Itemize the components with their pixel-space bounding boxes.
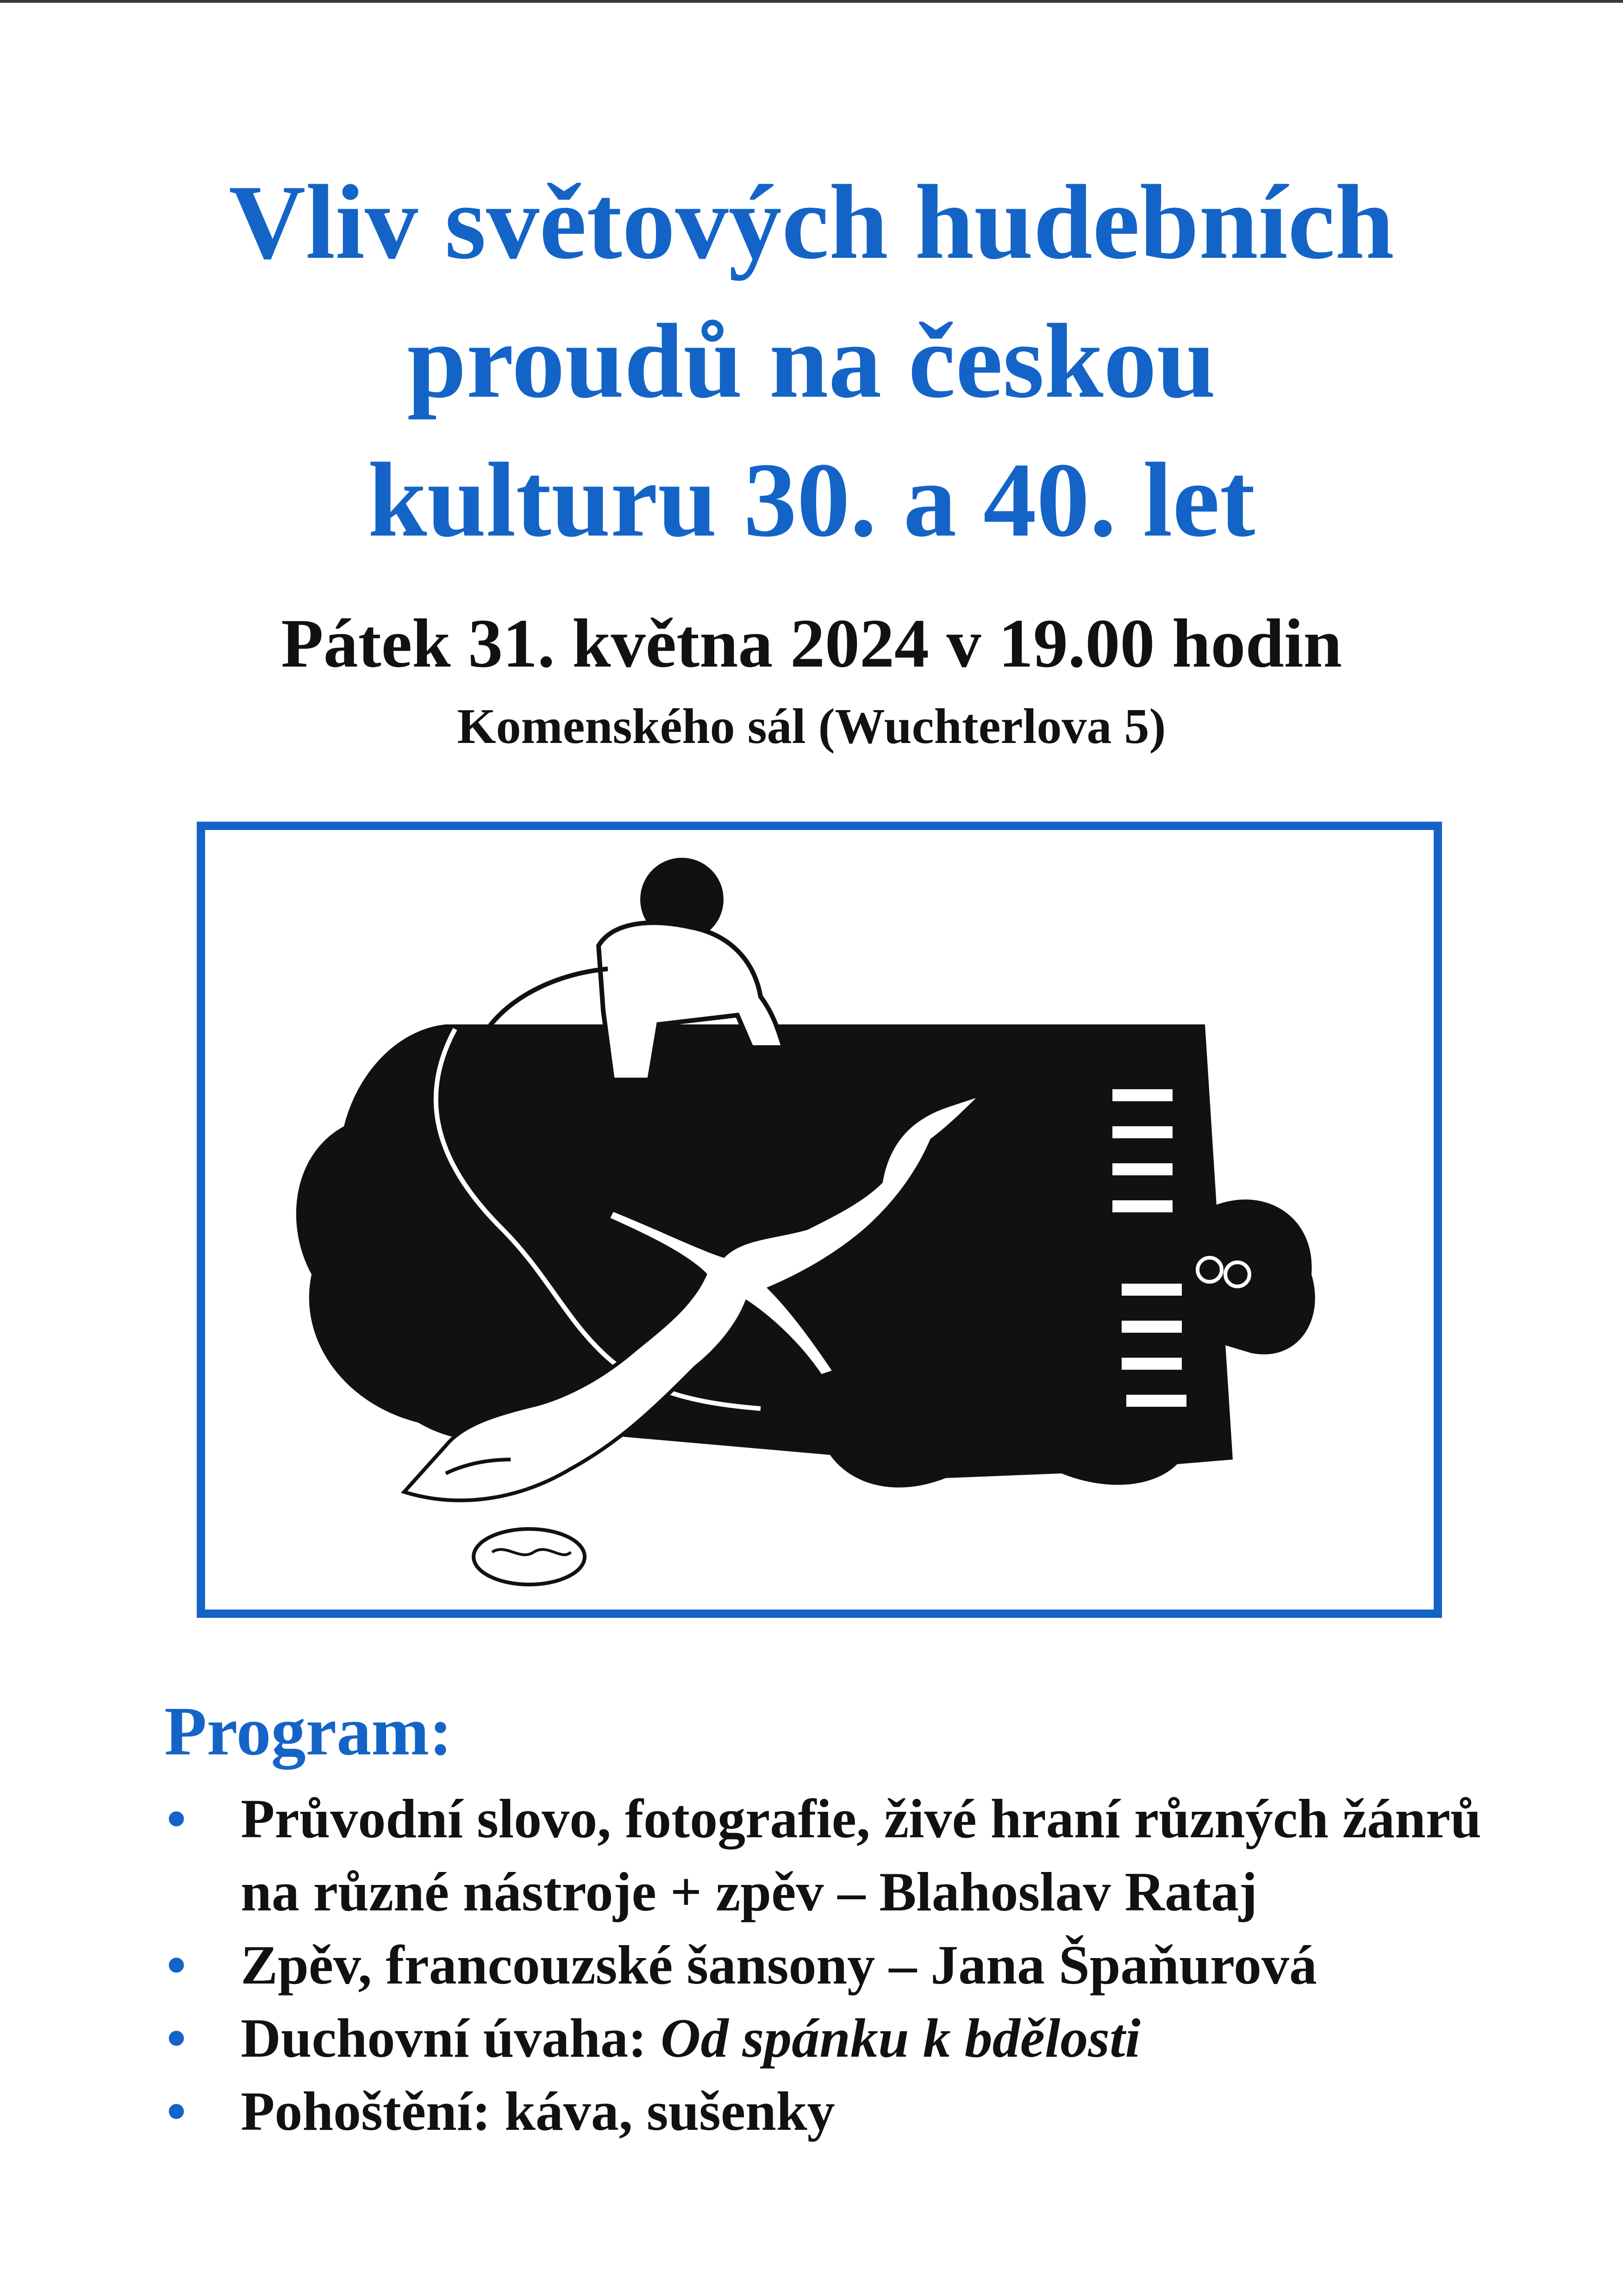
program-heading: Program: — [164, 1693, 452, 1770]
title-line-2: proudů na českou — [407, 302, 1216, 420]
event-venue: Komenského sál (Wuchterlova 5) — [457, 699, 1166, 754]
top-border-line — [0, 0, 1623, 3]
program-item-text: Zpěv, francouzské šansony – Jana Špaňurová — [241, 1934, 1317, 1996]
program-item-text-wrapper — [241, 2002, 1546, 2075]
list-item — [162, 2002, 1551, 2075]
program-item-italic-title: Od spánku k bdělosti — [660, 2007, 1141, 2069]
program-item-text: Průvodní slovo, fotografie, živé hraní různých žánrů na různé nástroje + zpěv – Blahoslav Rataj — [241, 1788, 1481, 1922]
poster-title — [0, 153, 1623, 569]
illustration-frame — [197, 822, 1442, 1618]
program-item-text: Duchovní úvaha: — [241, 2007, 661, 2069]
title-line-3: kulturu 30. a 40. let — [368, 441, 1255, 559]
bullet-icon: • — [167, 1934, 187, 1996]
bullet-icon: • — [167, 1788, 187, 1849]
bullet-icon: • — [167, 2007, 187, 2069]
list-item — [162, 1782, 1551, 1928]
bullet-icon: • — [167, 2080, 187, 2142]
pianist-head — [1205, 1199, 1315, 1354]
pianist-caricature-illustration — [205, 830, 1434, 1610]
event-date-time: Pátek 31. května 2024 v 19.00 hodin — [281, 605, 1342, 682]
list-item — [162, 2075, 1551, 2148]
program-item-text: Pohoštění: káva, sušenky — [241, 2080, 835, 2142]
title-line-1: Vliv světových hudebních — [229, 163, 1394, 281]
program-list — [162, 1782, 1551, 2148]
list-item — [162, 1928, 1551, 2002]
